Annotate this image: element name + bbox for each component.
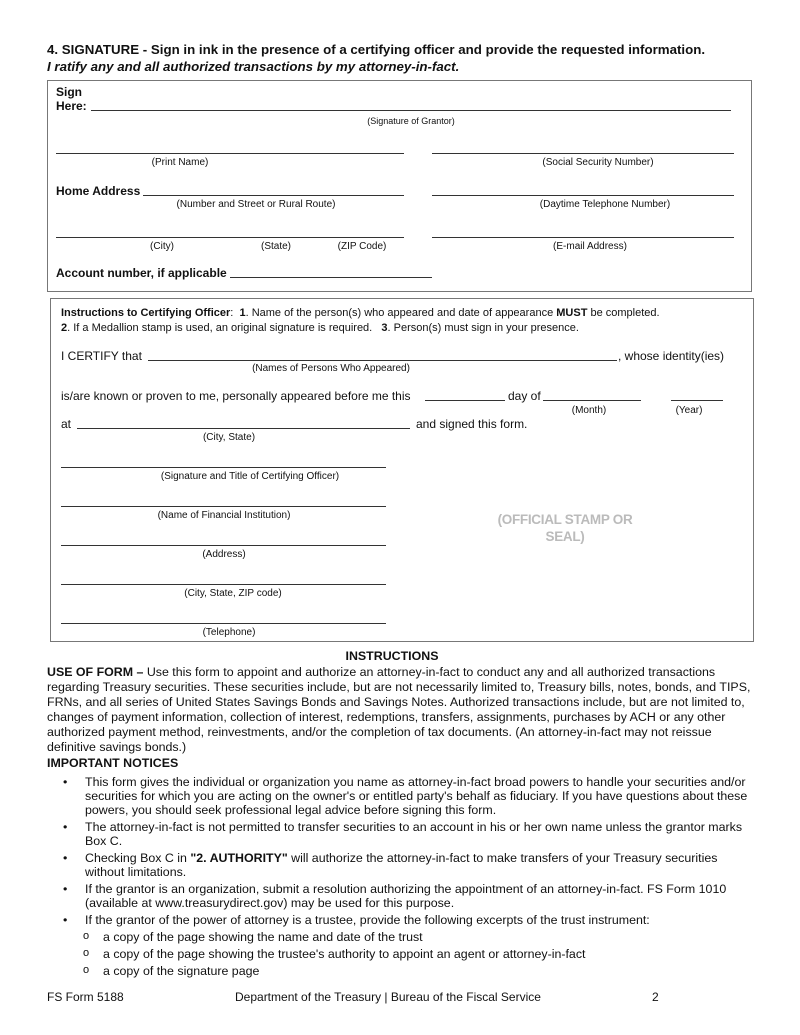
trust-excerpt-item: o a copy of the page showing the trustee's authority to appoint an agent or attorney-in-fact — [47, 946, 759, 963]
day-of-label: day of — [508, 389, 541, 403]
city-state-field[interactable] — [77, 428, 410, 429]
day-field[interactable] — [425, 400, 505, 401]
officer-instructions-line-1: Instructions to Certifying Officer: 1. Name of the person(s) who appeared and date of appearance MUST be completed. — [61, 307, 660, 319]
grantor-signature-box — [47, 80, 752, 292]
names-caption: (Names of Persons Who Appeared) — [252, 363, 410, 374]
instructions-heading: INSTRUCTIONS — [345, 649, 439, 663]
email-field[interactable] — [432, 237, 734, 238]
known-label: is/are known or proven to me, personally appeared before me this — [61, 389, 411, 403]
instr-num: 2 — [61, 322, 68, 334]
section-title: 4. SIGNATURE - Sign in ink in the presence of a certifying officer and provide the requested information. — [47, 42, 706, 57]
ssn-field[interactable] — [432, 153, 734, 154]
notice-bold: "2. AUTHORITY" — [190, 851, 288, 865]
notice-text: If the grantor of the power of attorney is a trustee, provide the following excerpts of the trust instrument: — [85, 913, 650, 927]
institution-caption: (Name of Financial Institution) — [157, 510, 291, 521]
instr-text: . Person(s) must sign in your presence. — [387, 322, 579, 334]
notice-item — [47, 913, 759, 980]
officer-signature-field[interactable] — [61, 467, 386, 468]
city-state-zip-caption: (City, State, ZIP code) — [184, 588, 282, 599]
telephone-field[interactable] — [61, 623, 386, 624]
i-certify-label: I CERTIFY that — [61, 349, 142, 363]
month-field[interactable] — [543, 400, 641, 401]
notice-text: Checking Box C in — [85, 851, 191, 865]
email-caption: (E-mail Address) — [553, 241, 627, 252]
street-caption: (Number and Street or Rural Route) — [176, 199, 336, 210]
use-of-form-label: USE OF FORM – — [47, 665, 144, 679]
account-number-field[interactable] — [230, 277, 432, 278]
instr-label: Instructions to Certifying Officer — [61, 307, 231, 319]
account-number-label: Account number, if applicable — [56, 266, 227, 280]
instr-text: . If a Medallion stamp is used, an original signature is required. — [67, 322, 373, 334]
official-stamp-placeholder: (OFFICIAL STAMP OR SEAL) — [497, 512, 633, 544]
print-name-field[interactable] — [56, 153, 404, 154]
instr-num: 3 — [381, 322, 388, 334]
instr-num: 1 — [239, 307, 246, 319]
month-caption: (Month) — [571, 405, 607, 416]
city-state-caption: (City, State) — [202, 432, 256, 443]
street-field[interactable] — [143, 195, 404, 196]
footer-department: Department of the Treasury | Bureau of the Fiscal Service — [235, 990, 541, 1004]
use-of-form-text: Use this form to appoint and authorize an attorney-in-fact to conduct any and all authorized transactions regarding Treasury securities. These securities include, but are not necessarily limited to, Treasury bills, notes, bonds, and TIPS, FRNs, and all series of United States Savings Bonds and Savings Notes. Authorized transactions include, but are not limited to, changes of payment information, collection of interest, redemptions, transfers, assignments, purchases by ACH or any other authorized payment method, reinvestments, and/or the completion of tax documents. (An attorney-in-fact may not reissue definitive savings bonds.) — [47, 665, 751, 754]
persons-appeared-field[interactable] — [148, 360, 617, 361]
trust-excerpt-item: o a copy of the page showing the name and date of the trust — [47, 929, 759, 946]
institution-field[interactable] — [61, 506, 386, 507]
notice-item — [47, 851, 759, 879]
footer-form-number: FS Form 5188 — [47, 990, 124, 1004]
use-of-form — [47, 665, 759, 755]
notice-item: • If the grantor is an organization, submit a resolution authorizing the appointment of an attorney-in-fact. FS Form 1010 (available at www.treasurydirect.gov) may be used for this purpose. — [47, 882, 759, 910]
zip-caption: (ZIP Code) — [337, 241, 387, 252]
city-state-zip-officer-field[interactable] — [61, 584, 386, 585]
telephone-caption: (Telephone) — [202, 627, 256, 638]
officer-signature-caption: (Signature and Title of Certifying Officer) — [160, 471, 340, 482]
instructions-body — [47, 665, 759, 981]
print-name-caption: (Print Name) — [151, 157, 209, 168]
notice-item: • This form gives the individual or organization you name as attorney-in-fact broad powers to handle your securities and/or securities for which you are acting on the owner's or entitled party's behalf as fiduciary. If you have questions about these powers, you should seek professional legal advice before signing this form. — [47, 775, 759, 817]
notice-item: • The attorney-in-fact is not permitted to transfer securities to an account in his or her own name unless the grantor marks Box C. — [47, 820, 759, 848]
address-caption: (Address) — [202, 549, 246, 560]
footer-page-number: 2 — [652, 990, 659, 1004]
grantor-signature-field[interactable] — [91, 110, 731, 111]
notice-text: will authorize the attorney-in-fact to make transfers of your Treasury securities without limitations. — [85, 851, 718, 879]
phone-field[interactable] — [432, 195, 734, 196]
year-field[interactable] — [671, 400, 723, 401]
signature-caption: (Signature of Grantor) — [367, 116, 455, 126]
ssn-caption: (Social Security Number) — [542, 157, 654, 168]
at-label: at — [61, 417, 72, 431]
instr-must: MUST — [556, 307, 588, 319]
important-notices-heading: IMPORTANT NOTICES — [47, 756, 179, 770]
state-caption: (State) — [260, 241, 292, 252]
whose-identity-label: , whose identity(ies) — [618, 349, 725, 363]
city-state-zip-field[interactable] — [56, 237, 404, 238]
sign-label: Sign — [56, 85, 82, 99]
year-caption: (Year) — [675, 405, 703, 416]
signed-label: and signed this form. — [416, 417, 528, 431]
phone-caption: (Daytime Telephone Number) — [539, 199, 671, 210]
trust-excerpt-item: o a copy of the signature page — [47, 963, 759, 980]
here-label: Here: — [56, 99, 87, 113]
home-address-label: Home Address — [56, 184, 141, 198]
ratify-statement: I ratify any and all authorized transactions by my attorney-in-fact. — [47, 59, 460, 74]
officer-instructions-line-2 — [61, 322, 579, 334]
trust-excerpts-list — [47, 929, 759, 980]
address-field[interactable] — [61, 545, 386, 546]
instr-text: . Name of the person(s) who appeared and date of appearance — [245, 307, 557, 319]
instr-text: be completed. — [587, 307, 660, 319]
notices-list — [47, 775, 759, 980]
city-caption: (City) — [150, 241, 174, 252]
